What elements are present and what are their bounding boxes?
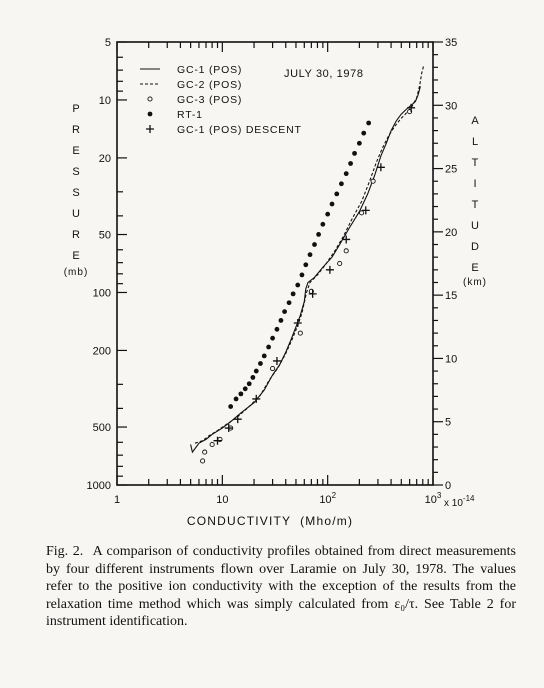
figure-caption xyxy=(46,543,516,631)
y-axis-right-unit: (km) xyxy=(463,277,487,288)
y-right-label-letter: I xyxy=(473,178,477,190)
data-point-filled-circle xyxy=(352,151,357,156)
x-unit-label xyxy=(444,494,475,509)
data-point-open-circle xyxy=(201,459,205,463)
y-left-label-letter: E xyxy=(72,250,80,262)
y-right-label-letter: A xyxy=(471,115,479,127)
data-point-filled-circle xyxy=(348,161,353,166)
data-point-filled-circle xyxy=(366,121,371,126)
y-right-label-letter: L xyxy=(471,136,479,148)
legend-label: RT-1 xyxy=(177,109,203,121)
data-point-filled-circle xyxy=(312,242,317,247)
y-right-tick-label: 35 xyxy=(445,37,458,49)
y-left-tick-label: 200 xyxy=(92,345,111,358)
data-point-plus xyxy=(294,319,302,327)
y-left-label-letter: S xyxy=(72,187,80,199)
y-right-tick-label: 15 xyxy=(445,290,458,303)
data-point-open-circle xyxy=(203,450,207,454)
y-left-tick-label: 10 xyxy=(98,94,111,107)
y-right-tick-label: 0 xyxy=(445,480,452,492)
data-point-filled-circle xyxy=(287,300,292,305)
y-left-tick-label: 20 xyxy=(98,152,111,165)
x-tick-label-text: 1 xyxy=(113,494,121,506)
x-tick-label xyxy=(319,491,336,506)
y-right-tick-label: 20 xyxy=(445,226,458,239)
y-left-ticks xyxy=(87,37,127,492)
legend xyxy=(140,64,302,136)
y-right-label-letter: E xyxy=(471,262,479,274)
data-point-filled-circle xyxy=(234,397,239,402)
y-right-label-letter: T xyxy=(471,157,479,169)
caption-label: Fig. 2. xyxy=(46,544,84,559)
data-point-filled-circle xyxy=(316,232,321,237)
y-right-tick-label: 5 xyxy=(445,416,452,429)
plot-frame xyxy=(117,42,433,485)
data-point-filled-circle xyxy=(243,386,248,391)
y-left-tick-label: 5 xyxy=(104,37,111,49)
x-tick-label xyxy=(425,491,442,506)
data-point-filled-circle xyxy=(228,404,233,409)
data-point-filled-circle xyxy=(266,345,271,350)
legend-swatch-filled-circle xyxy=(148,112,153,117)
x-ticks xyxy=(114,42,442,506)
y-left-tick-label: 100 xyxy=(92,287,111,300)
data-point-plus xyxy=(326,266,334,274)
data-point-filled-circle xyxy=(258,361,263,366)
x-tick-label-exp: 3 xyxy=(436,491,442,500)
data-point-open-circle xyxy=(360,211,364,215)
y-left-label-letter: S xyxy=(72,166,80,178)
y-left-label-letter: R xyxy=(72,229,80,241)
y-right-tick-label: 10 xyxy=(445,353,458,366)
data-point-filled-circle xyxy=(300,272,305,277)
data-point-filled-circle xyxy=(334,191,339,196)
y-right-tick-label: 25 xyxy=(445,163,458,176)
y-axis-left-label xyxy=(72,103,80,262)
data-point-filled-circle xyxy=(238,391,243,396)
legend-swatch-plus xyxy=(146,125,154,133)
legend-label: GC-1 (POS) DESCENT xyxy=(177,124,302,136)
data-point-filled-circle xyxy=(262,353,267,358)
legend-label: GC-1 (POS) xyxy=(177,64,243,76)
caption-text: A comparison of conductivity profiles obtained from direct measurements by four different instruments flown over Laramie on July 30, 1978. The values refer to the positive ion conductivity with the exception of the results from the relaxation time method which was simply calculated from ε₀/τ. See Table 2 for instrument identification. xyxy=(46,544,516,629)
x-tick-label-text: 10 xyxy=(424,494,437,506)
data-point-filled-circle xyxy=(325,212,330,217)
y-left-label-letter: R xyxy=(72,124,80,136)
data-point-filled-circle xyxy=(247,381,252,386)
x-axis-label: CONDUCTIVITY (Mho/m) xyxy=(186,514,354,528)
x-tick-label xyxy=(114,494,120,506)
legend-label: GC-3 (POS) xyxy=(177,94,243,106)
data-point-filled-circle xyxy=(282,309,287,314)
data-point-filled-circle xyxy=(308,252,313,257)
data-point-open-circle xyxy=(344,249,348,253)
data-point-filled-circle xyxy=(295,283,300,288)
y-left-label-letter: U xyxy=(72,208,80,220)
data-point-open-circle xyxy=(371,179,375,183)
x-tick-label xyxy=(216,494,228,506)
data-point-filled-circle xyxy=(339,181,344,186)
data-point-filled-circle xyxy=(270,336,275,341)
y-left-tick-label: 500 xyxy=(92,422,111,435)
data-point-filled-circle xyxy=(361,131,366,136)
data-point-filled-circle xyxy=(275,327,280,332)
data-point-open-circle xyxy=(210,442,214,446)
data-point-open-circle xyxy=(338,261,342,265)
data-point-filled-circle xyxy=(303,262,308,267)
y-left-label-letter: P xyxy=(72,103,80,115)
data-point-filled-circle xyxy=(291,291,296,296)
legend-swatch-open-circle xyxy=(148,97,152,101)
annotation-date: JULY 30, 1978 xyxy=(284,68,364,80)
y-axis-right-label xyxy=(471,115,479,274)
data-point-filled-circle xyxy=(330,202,335,207)
data-point-filled-circle xyxy=(250,375,255,380)
data-point-filled-circle xyxy=(254,369,259,374)
x-tick-label-text: 10 xyxy=(319,494,332,506)
y-right-tick-label: 30 xyxy=(445,100,458,113)
data-point-open-circle xyxy=(270,366,274,370)
data-point-plus xyxy=(234,415,242,423)
data-point-filled-circle xyxy=(320,222,325,227)
data-point-filled-circle xyxy=(279,318,284,323)
y-right-label-letter: U xyxy=(471,220,479,232)
y-right-label-letter: T xyxy=(471,199,479,211)
y-right-ticks xyxy=(433,37,457,492)
data-point-filled-circle xyxy=(344,171,349,176)
data-point-filled-circle xyxy=(357,141,362,146)
y-right-label-letter: D xyxy=(471,241,479,253)
y-left-tick-label: 50 xyxy=(98,229,111,242)
x-unit-exponent: -14 xyxy=(462,494,475,503)
x-tick-label-text: 10 xyxy=(216,494,229,506)
x-tick-label-exp: 2 xyxy=(331,491,337,500)
y-left-label-letter: E xyxy=(72,145,80,157)
x-unit-prefix: x 10 xyxy=(444,498,463,509)
y-axis-left-unit: (mb) xyxy=(63,267,89,278)
legend-label: GC-2 (POS) xyxy=(177,79,243,91)
data-point-open-circle xyxy=(298,331,302,335)
y-left-tick-label: 1000 xyxy=(86,480,111,492)
